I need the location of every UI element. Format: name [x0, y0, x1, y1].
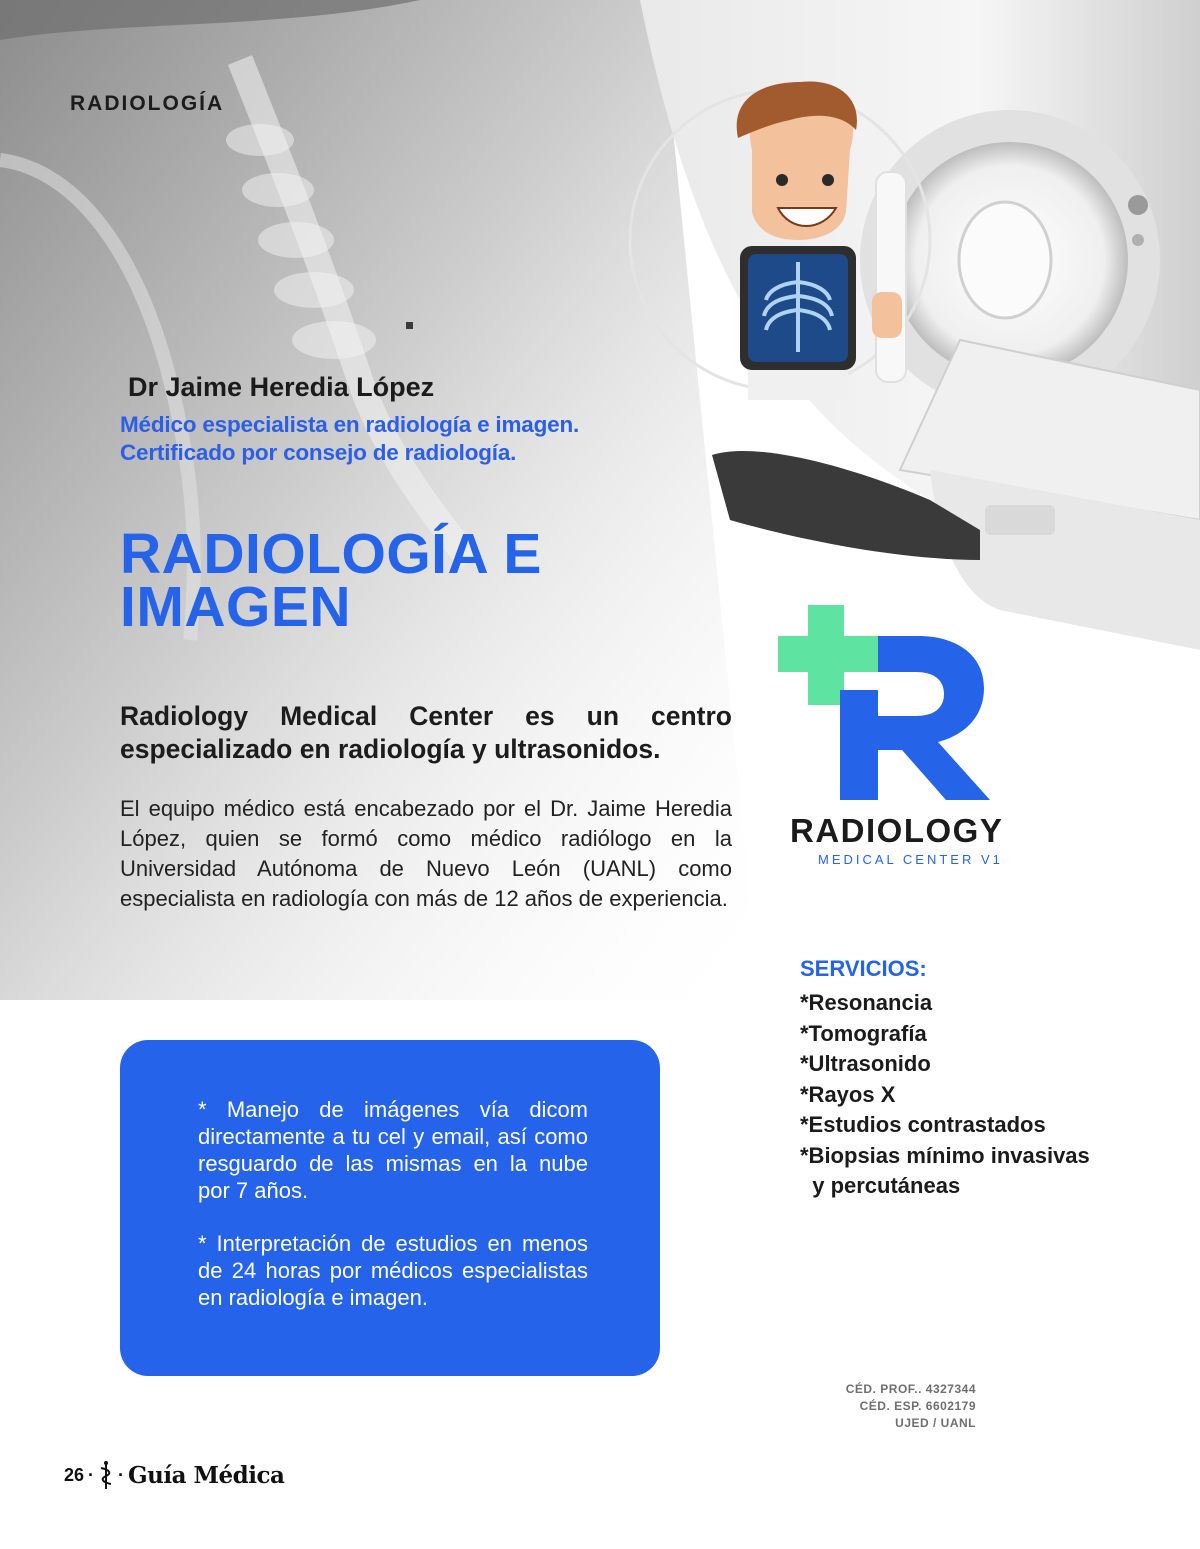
page-footer [64, 1460, 284, 1490]
services-list [800, 988, 1090, 1202]
page-number: 26 [64, 1464, 85, 1485]
service-item: *Ultrasonido [800, 1051, 931, 1076]
separator-dot: · [118, 1464, 125, 1485]
feature-note-interpretation: * Interpretación de estudios en menos de 24 horas por médicos especialistas en radiología e imagen. [198, 1231, 588, 1310]
ct-scanner [640, 0, 1200, 650]
page-headline: RADIOLOGÍA E IMAGEN [120, 522, 542, 639]
service-item: *Tomografía [800, 1020, 927, 1046]
university-credentials: UJED / UANL [895, 1416, 976, 1430]
section-label: RADIOLOGÍA [70, 92, 225, 115]
service-item: *Resonancia [800, 990, 933, 1015]
service-item: y percutáneas [800, 1173, 961, 1198]
doctor-certification: Certificado por consejo de radiología. [120, 440, 517, 465]
service-item: *Estudios contrastados [800, 1112, 1046, 1137]
caduceus-icon [98, 1460, 114, 1490]
service-item: *Rayos X [800, 1081, 896, 1107]
body-paragraph: El equipo médico está encabezado por el Dr. Jaime Heredia López, quien se formó como médico radiólogo en la Universidad Autónoma de Nuevo León (UANL) como especialista en radiología con más de 12 años de experiencia. [120, 796, 732, 911]
feature-note-dicom: * Manejo de imágenes vía dicom directamente a tu cel y email, así como resguardo de las mismas en la nube por 7 años. [198, 1097, 588, 1203]
publication-brand: Guía Médica [128, 1461, 285, 1489]
separator-dot: · [88, 1464, 95, 1485]
doctor-specialty: Médico especialista en radiología e imagen. [120, 412, 580, 437]
cedula-profesional: CÉD. PROF.. 4327344 [845, 1382, 976, 1396]
logo-wordmark: RADIOLOGY [790, 812, 1004, 849]
cedula-especialidad: CÉD. ESP. 6602179 [859, 1399, 976, 1413]
logo-subtitle: MEDICAL CENTER V1 [818, 852, 1003, 867]
intro-paragraph: Radiology Medical Center es un centro especializado en radiología y ultrasonidos. [120, 701, 732, 764]
doctor-name: Dr Jaime Heredia López [128, 372, 435, 402]
service-item: *Biopsias mínimo invasivas [800, 1142, 1090, 1168]
services-title: SERVICIOS: [800, 956, 927, 981]
features-box [120, 1040, 660, 1376]
